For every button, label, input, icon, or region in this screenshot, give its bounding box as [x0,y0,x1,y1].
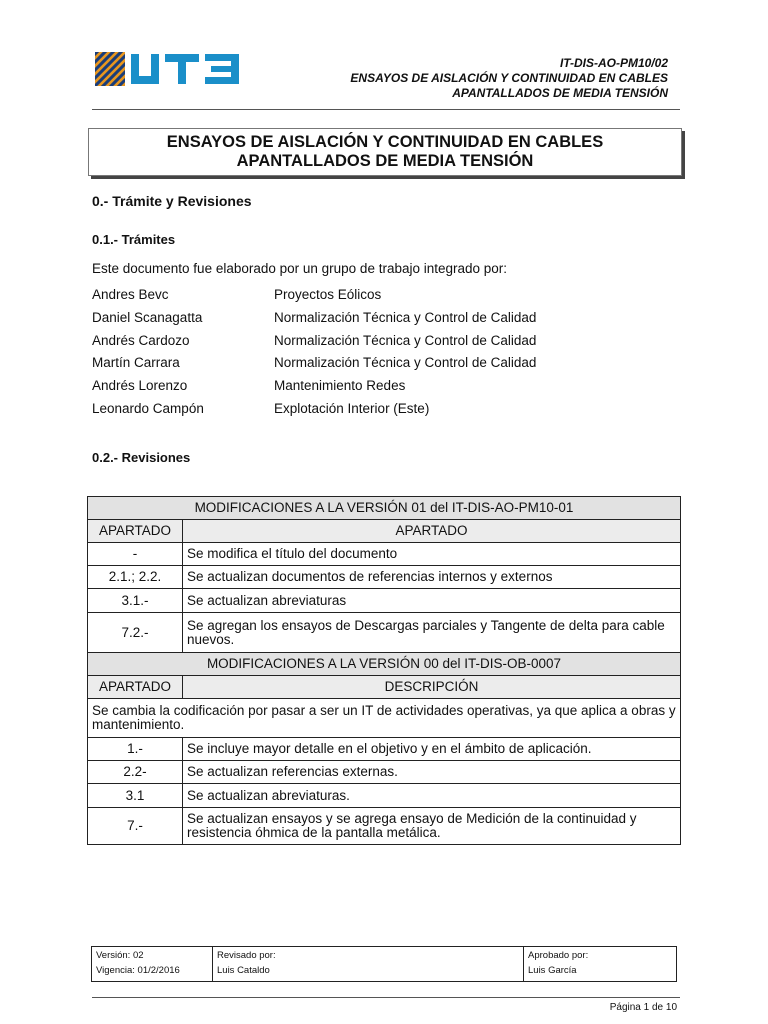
person-name: Andres Bevc [92,287,169,302]
footer-revisado-cell [213,947,524,982]
table-row [88,784,681,808]
section-heading-0-1: 0.1.- Trámites [92,232,176,247]
section-heading-0-2: 0.2.- Revisiones [92,450,191,465]
header-doc-info [350,56,668,101]
table-row [88,589,681,613]
footer-version: Versión: 02 [96,950,144,961]
person-name: Andrés Cardozo [92,332,190,348]
row-apartado: 2.1.; 2.2. [88,566,183,589]
footer-aprobado-cell [524,947,677,982]
table-row [88,738,681,761]
team-list [92,284,536,421]
version-01-title: MODIFICACIONES A LA VERSIÓN 01 del IT-DIS-AO-PM10-01 [88,497,681,520]
row-description: Se actualizan abreviaturas [183,589,681,613]
title-line2: APANTALLADOS DE MEDIA TENSIÓN [236,152,534,170]
page-number: Página 1 de 10 [609,1002,677,1013]
section-heading-0: 0.- Trámite y Revisiones [92,193,252,209]
table-row [88,613,681,653]
version-00-title: MODIFICACIONES A LA VERSIÓN 00 del IT-DIS-OB-0007 [88,653,681,676]
row-description: Se actualizan ensayos y se agrega ensayo de Medición de la continuidad y resistencia óhmica de la pantalla metálica. [183,808,681,845]
table-section-header [88,653,681,676]
table-column-header [88,676,681,699]
header-title-line1: ENSAYOS DE AISLACIÓN Y CONTINUIDAD EN CABLES [350,71,668,85]
footer-version-cell [92,947,213,982]
table-row [88,543,681,566]
row-description: Se actualizan documentos de referencias internos y externos [183,566,681,589]
row-apartado: 7.- [88,808,183,845]
table-column-header [88,520,681,543]
col-header-apartado: APARTADO [88,520,183,543]
person-name: Martín Carrara [92,355,180,371]
person-name: Leonardo Campón [92,400,204,416]
col-header-descripcion: DESCRIPCIÓN [183,676,681,699]
table-row [88,808,681,845]
table-row [88,761,681,784]
person-area: Normalización Técnica y Control de Calidad [274,355,537,371]
row-apartado: 1.- [88,738,183,761]
list-item [92,375,536,398]
person-name: Daniel Scanagatta [92,309,203,325]
person-area: Mantenimiento Redes [274,378,406,394]
list-item [92,398,536,421]
row-description: Se incluye mayor detalle en el objetivo y en el ámbito de aplicación. [183,738,681,761]
footer-aprobado-name: Luis García [528,965,577,976]
footer-vigencia: Vigencia: 01/2/2016 [96,965,180,976]
approval-footer [91,946,677,982]
doc-code: IT-DIS-AO-PM10/02 [559,56,668,70]
revisions-table [87,496,681,845]
footer-aprobado-label: Aprobado por: [528,950,589,961]
col-header-apartado-2: APARTADO [183,520,681,543]
header-title-line2: APANTALLADOS DE MEDIA TENSIÓN [452,86,668,100]
row-apartado: 2.2- [88,761,183,784]
list-item [92,330,536,353]
row-description: Se actualizan referencias externas. [183,761,681,784]
table-row [88,699,681,738]
row-description: Se agregan los ensayos de Descargas parciales y Tangente de delta para cable nuevos. [183,613,681,653]
header-divider [92,109,680,110]
row-apartado: 3.1 [88,784,183,808]
footer-revisado-label: Revisado por: [217,950,276,961]
row-description: Se modifica el título del documento [183,543,681,566]
person-area: Proyectos Eólicos [274,287,382,302]
table-row [88,566,681,589]
person-area: Normalización Técnica y Control de Calidad [274,332,537,348]
footer-revisado-name: Luis Cataldo [217,965,270,976]
row-apartado: - [88,543,183,566]
row-apartado: 3.1.- [88,589,183,613]
row-apartado: 7.2.- [88,613,183,653]
col-header-apartado: APARTADO [88,676,183,699]
ute-logo [95,50,245,88]
person-area: Explotación Interior (Este) [274,400,430,416]
title-line1: ENSAYOS DE AISLACIÓN Y CONTINUIDAD EN CABLES [166,133,604,151]
document-title [88,128,682,176]
ute-logo-icon [95,50,245,88]
version-00-note: Se cambia la codificación por pasar a ser un IT de actividades operativas, ya que aplica a obras y mantenimiento. [88,699,681,738]
row-description: Se actualizan abreviaturas. [183,784,681,808]
list-item [92,284,536,307]
person-area: Normalización Técnica y Control de Calidad [274,309,537,325]
list-item [92,352,536,375]
person-name: Andrés Lorenzo [92,378,188,394]
table-section-header [88,497,681,520]
list-item [92,307,536,330]
intro-text: Este documento fue elaborado por un grupo de trabajo integrado por: [92,261,508,276]
footer-divider [92,997,680,998]
